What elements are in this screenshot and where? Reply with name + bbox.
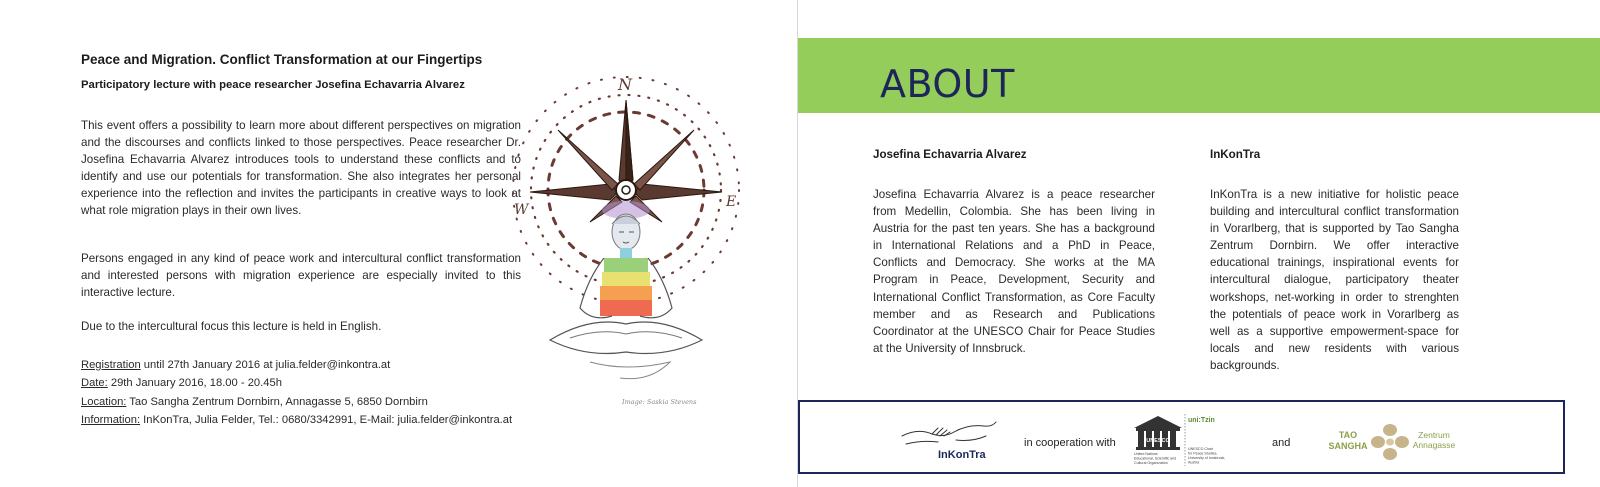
inkontra-logo-text: InKonTra (938, 449, 986, 461)
unesco-temple-icon (1134, 416, 1182, 450)
date-row (81, 374, 512, 392)
compass-letter-n: N (618, 75, 632, 94)
compass-letter-e: E (726, 194, 737, 210)
inkontra-logo (898, 414, 998, 464)
unesco-org-line-1: United Nations (1134, 452, 1158, 456)
event-subtitle: Participatory lecture with peace researcher Josefina Echavarria Alvarez (81, 79, 465, 91)
registration-row (81, 356, 512, 374)
date-value: 29th January 2016, 18.00 - 20.45h (107, 377, 282, 390)
about-header-band (798, 38, 1600, 113)
compass-letter-w: W (514, 202, 529, 218)
date-label: Date: (81, 377, 108, 390)
language-note-paragraph: Due to the intercultural focus this lecture is held in English. (81, 320, 382, 333)
josefina-heading: Josefina Echavarria Alvarez (873, 148, 1027, 161)
right-page (798, 0, 1600, 487)
sangha-text: SANGHA (1328, 441, 1368, 451)
chair-line-4: Austria (1188, 460, 1200, 465)
unesco-chair-logo (1132, 412, 1227, 468)
unesco-org-line-2: Educational, Scientific and (1134, 456, 1177, 461)
location-row (81, 393, 512, 411)
unesco-org-line-3: Cultural Organization (1134, 461, 1168, 465)
meditating-figure (550, 214, 702, 379)
chair-line-2: for Peace Studies, (1188, 451, 1218, 456)
unitzin-mark: uni:Tzin (1188, 417, 1215, 424)
event-description-paragraph: This event offers a possibility to learn more about different perspectives on migration and the discourses and conflicts linked to those perspectives. Peace researcher Dr. Josefina Echavarria Alvarez introduces tools to understand these conflicts and to identify and use our potentials for transformation. She also integrates her personal experience into the reflection and invites the participants in creative ways to look at what role migration plays in their own lives. (81, 119, 521, 218)
location-value: Tao Sangha Zentrum Dornbirn, Annagasse 5, 6850 Dornbirn (126, 395, 428, 408)
tao-text: TAO (1338, 430, 1358, 440)
inkontra-description: InKonTra is a new initiative for holistic peace building and intercultural conflict transformation in Vorarlberg, that is supported by Tao Sangha Zentrum Dornbirn. We offer interactive educational trainings, inspirational events for intercultural dialogue, participatory theater workshops, net-working in order to strenghten the potentials of peace work in Vorarlberg as well as a supportive empowerment-space for locals and new residents with various backgrounds. (1210, 188, 1459, 372)
chair-line-1: UNESCO Chair (1188, 447, 1213, 451)
information-value: InKonTra, Julia Felder, Tel.: 0680/3342991, E-Mail: julia.felder@inkontra.at (140, 413, 513, 426)
and-text: and (1272, 437, 1291, 449)
registration-label: Registration (81, 359, 141, 371)
tao-sangha-logo (1328, 418, 1468, 466)
unesco-word: UNESCO (1146, 438, 1170, 444)
zentrum-text: Zentrum (1418, 430, 1450, 440)
meditation-compass-illustration (500, 72, 750, 412)
image-credit: Image: Saskia Stevens (622, 398, 697, 406)
information-label: Information: (81, 413, 141, 426)
stones-icon (1371, 424, 1409, 460)
event-title: Peace and Migration. Conflict Transformation at our Fingertips (81, 52, 483, 67)
inkontra-heading: InKonTra (1210, 148, 1261, 161)
cooperation-text: in cooperation with (1024, 437, 1116, 449)
chair-line-3: University of Innsbruck, (1188, 456, 1226, 460)
about-heading: ABOUT (880, 62, 1015, 106)
annagasse-text: Annagasse (1412, 440, 1456, 450)
event-info-block (81, 356, 512, 429)
information-row (81, 411, 512, 429)
hands-icon (902, 422, 996, 444)
left-page (0, 0, 797, 487)
registration-value: until 27th January 2016 at julia.felder@inkontra.at (140, 359, 391, 371)
josefina-bio: Josefina Echavarria Alvarez is a peace researcher from Medellin, Colombia. She has been living in Austria for the past ten years. She has a background in International Relations and a PhD in Peace, Conflicts and Democracy. She works at the MA Program in Peace, Development, Security and International Conflict Transformation, as Core Faculty member and as Research and Publications Coordinator at the UNESCO Chair for Peace Studies at the University of Innsbruck. (873, 188, 1155, 355)
target-audience-paragraph: Persons engaged in any kind of peace work and intercultural conflict transformation and interested persons with migration experience are especially invited to this interactive lecture. (81, 252, 521, 300)
location-label: Location: (81, 395, 127, 408)
